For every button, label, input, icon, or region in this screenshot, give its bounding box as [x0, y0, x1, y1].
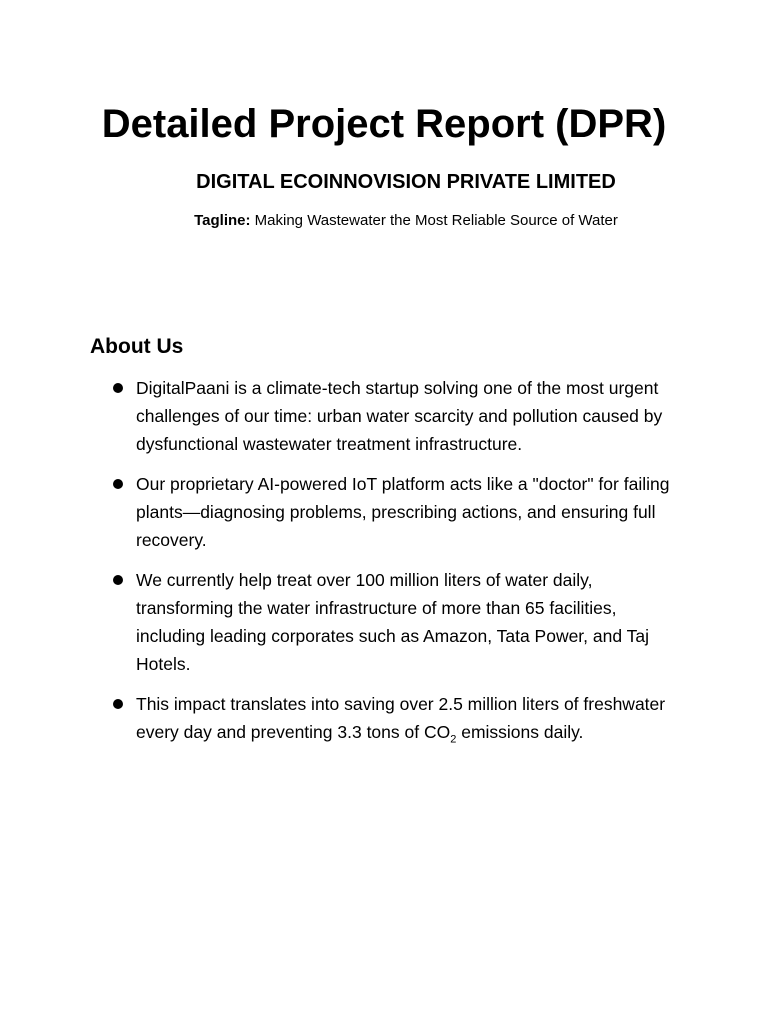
bullet-text: DigitalPaani is a climate-tech startup solving one of the most urgent challenges of our time: urban water scarcity and pollution caused by dysfunctional wastewater treatment infrastructure. — [136, 378, 663, 454]
bullet-text — [136, 690, 681, 746]
tagline — [0, 211, 768, 231]
tagline-label: Tagline: — [194, 212, 251, 229]
about-us-heading: About Us — [90, 335, 184, 358]
bullet-icon — [113, 383, 123, 393]
bullet-text-main: This impact translates into saving over 2.5 million liters of freshwater every day and preventing 3.3 tons of CO — [136, 694, 666, 742]
bullet-text: We currently help treat over 100 million liters of water daily, transforming the water infrastructure of more than 65 facilities, including leading corporates such as Amazon, Tata Power, and Taj Hotels. — [136, 570, 650, 674]
tagline-text: Making Wastewater the Most Reliable Source of Water — [254, 212, 618, 229]
list-item — [0, 470, 768, 554]
bullet-text-tail: emissions daily. — [456, 722, 584, 742]
company-name: DIGITAL ECOINNOVISION PRIVATE LIMITED — [196, 171, 616, 193]
list-item — [0, 374, 768, 458]
co2-subscript: 2 — [450, 733, 457, 746]
bullet-icon — [113, 479, 123, 489]
list-item — [0, 566, 768, 678]
bullet-icon — [113, 699, 123, 709]
bullet-icon — [113, 575, 123, 585]
about-us-bullet-list — [0, 374, 768, 758]
bullet-text: Our proprietary AI-powered IoT platform acts like a "doctor" for failing plants—diagnosing problems, prescribing actions, and ensuring full recovery. — [136, 474, 670, 550]
list-item — [0, 690, 768, 746]
document-title: Detailed Project Report (DPR) — [101, 102, 667, 146]
